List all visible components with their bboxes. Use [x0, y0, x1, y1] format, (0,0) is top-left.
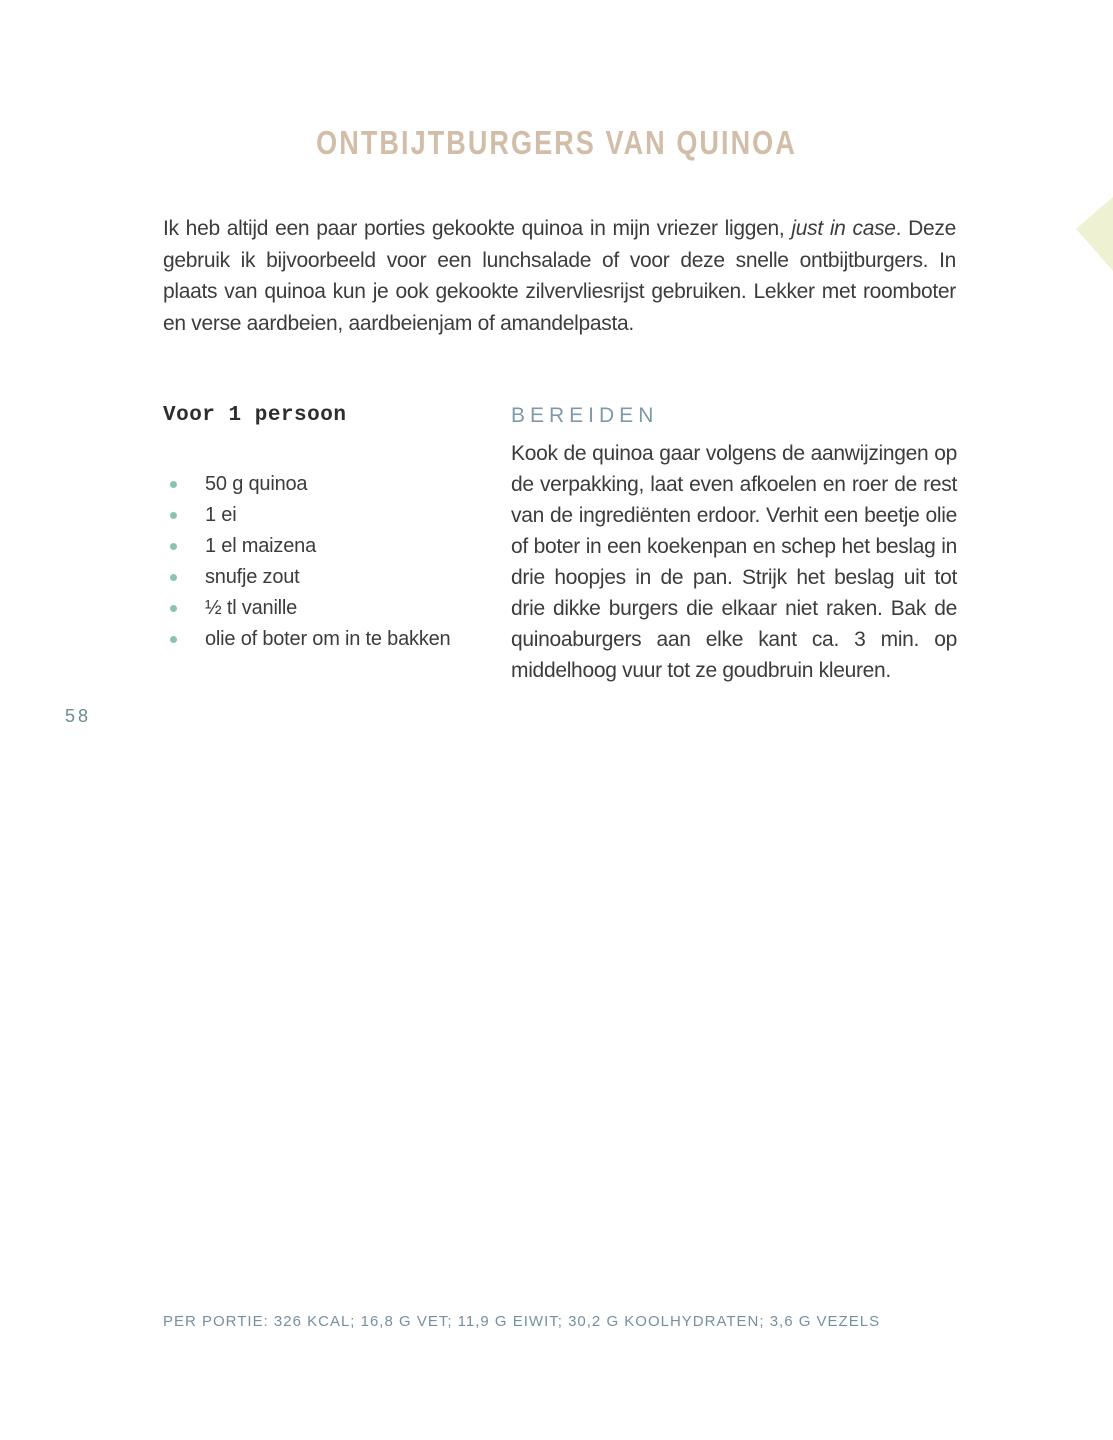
ingredient-label: 1 el maizena: [205, 535, 316, 557]
page-number: 58: [65, 706, 92, 726]
bullet-icon: [170, 512, 177, 519]
bullet-icon: [170, 574, 177, 581]
ingredient-label: snufje zout: [205, 566, 300, 588]
ingredients-column: [163, 404, 493, 655]
bullet-icon: [170, 481, 177, 488]
bullet-icon: [170, 543, 177, 550]
corner-accent-shape: [1076, 197, 1113, 271]
list-item: [163, 531, 493, 562]
list-item: [163, 469, 493, 500]
nutrition-info: PER PORTIE: 326 KCAL; 16,8 G VET; 11,9 G EIWIT; 30,2 G KOOLHYDRATEN; 3,6 G VEZELS: [163, 1313, 881, 1330]
ingredient-label: olie of boter om in te bakken: [205, 628, 451, 650]
ingredient-label: ½ tl vanille: [205, 597, 298, 619]
list-item: [163, 593, 493, 624]
bullet-icon: [170, 636, 177, 643]
intro-text-italic: just in case: [791, 217, 896, 240]
list-item: [163, 624, 493, 655]
ingredient-label: 1 ei: [205, 504, 237, 526]
preparation-heading: BEREIDEN: [511, 404, 659, 427]
bullet-icon: [170, 605, 177, 612]
intro-text-part2: . Deze gebruik ik bijvoorbeeld voor een lunchsalade of voor deze snelle ontbijtburgers. In plaats van quinoa kun je ook gekookte zilvervliesrijst gebruiken. Lekker met roomboter en verse aardbeien, aardbeienjam of amandelpasta.: [163, 217, 956, 335]
intro-text-part1: Ik heb altijd een paar porties gekookte quinoa in mijn vriezer liggen,: [163, 217, 792, 240]
list-item: [163, 562, 493, 593]
ingredient-label: 50 g quinoa: [205, 473, 308, 495]
intro-paragraph: [163, 213, 956, 339]
page-title: ONTBIJTBURGERS VAN QUINOA: [316, 124, 797, 161]
preparation-text: Kook de quinoa gaar volgens de aanwijzingen op de verpakking, laat even afkoelen en roer de rest van de ingrediënten erdoor. Verhit een beetje olie of boter in een koekenpan en schep het beslag in drie hoopjes in de pan. Strijk het beslag uit tot drie dikke burgers die elkaar niet raken. Bak de quinoaburgers aan elke kant ca. 3 min. op middelhoog vuur tot ze goudbruin kleuren.: [511, 442, 957, 682]
ingredients-list: [163, 469, 493, 655]
ingredients-heading: Voor 1 persoon: [163, 404, 347, 427]
list-item: [163, 500, 493, 531]
preparation-column: [511, 404, 957, 686]
